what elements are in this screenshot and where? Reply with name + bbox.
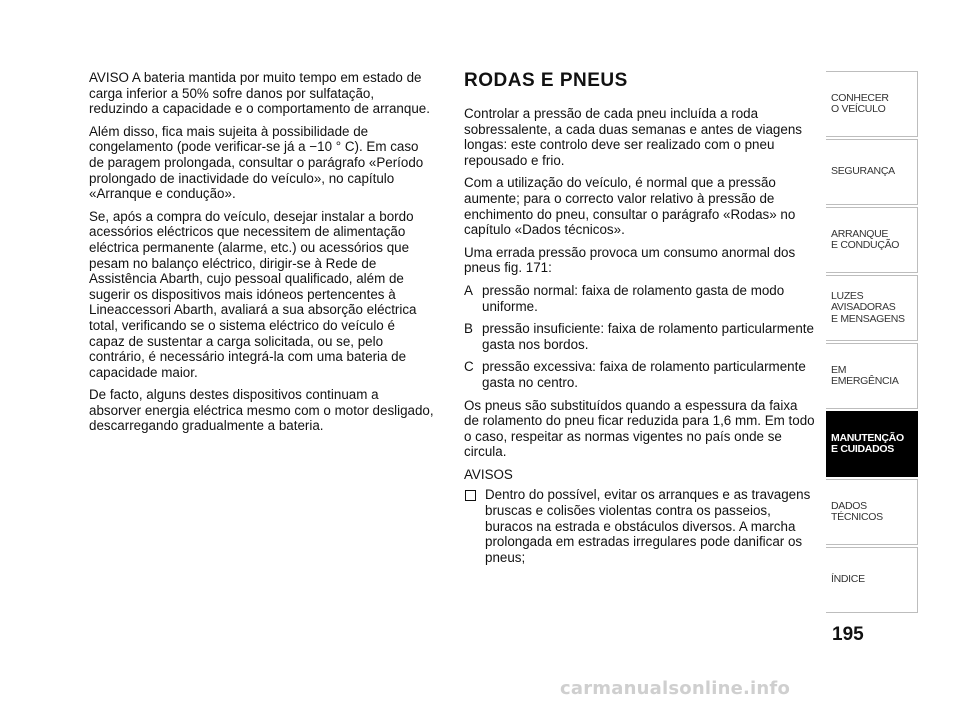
aviso-item (464, 487, 816, 565)
list-text: pressão excessiva: faixa de rolamento particularmente gasta no centro. (482, 359, 806, 390)
list-item (464, 359, 816, 390)
tab-label: MANUTENÇÃO E CUIDADOS (831, 431, 904, 455)
list-text: pressão normal: faixa de rolamento gasta de modo uniforme. (482, 282, 785, 314)
tab-label: SEGURANÇA (831, 165, 895, 178)
list-key: B (464, 321, 473, 337)
list-key: C (464, 359, 474, 375)
tab-label: LUZES AVISADORAS E MENSAGENS (831, 289, 905, 325)
left-column (89, 70, 434, 441)
tab-manutencao-e-cuidados[interactable] (826, 411, 918, 477)
tab-label: EM EMERGÊNCIA (831, 363, 899, 387)
avisos-heading: AVISOS (464, 466, 513, 482)
list-item (464, 321, 816, 352)
tab-luzes-avisadoras[interactable] (826, 275, 918, 341)
tab-label: ARRANQUE E CONDUÇÃO (831, 227, 900, 251)
tab-label: ÍNDICE (831, 573, 865, 586)
intro-paragraph-1: Controlar a pressão de cada pneu incluída a roda sobressalente, a cada duas semanas e antes de viagens longas: este controlo deve ser realizado com o pneu repousado e frio. (464, 106, 802, 168)
list-text: pressão insuficiente: faixa de rolamento particularmente gasta nos bordos. (482, 321, 814, 352)
tab-conhecer-o-veiculo[interactable] (826, 71, 918, 137)
tab-indice[interactable] (826, 547, 918, 613)
intro-paragraph-3: Uma errada pressão provoca um consumo anormal dos pneus fig. 171: (464, 244, 796, 276)
checkbox-bullet-icon (465, 490, 476, 501)
freezing-paragraph: Além disso, fica mais sujeita à possibilidade de congelamento (pode verificar-se já a −10 ° C). Em caso de paragem prolongada, consultar o parágrafo «Período prolongado de inactividade do veículo», no capítulo «Arranque e condução». (89, 123, 424, 202)
section-title: RODAS E PNEUS (464, 70, 628, 91)
replacement-paragraph: Os pneus são substituídos quando a espessura da faixa de rolamento do pneu ficar reduzida para 1,6 mm. Em todo o caso, respeitar as normas vigentes no país onde se circula. (464, 397, 815, 460)
watermark: carmanualsonline.info (560, 678, 791, 699)
tab-arranque-e-conducao[interactable] (826, 207, 918, 273)
list-key: A (464, 282, 473, 298)
discharge-paragraph: De facto, alguns destes dispositivos continuam a absorver energia eléctrica mesmo com o motor desligado, descarregando gradualmente a bateria. (89, 387, 434, 434)
battery-warning-paragraph: AVISO A bateria mantida por muito tempo em estado de carga inferior a 50% sofre danos por sulfatação, reduzindo a capacidade e o comportamento de arranque. (89, 70, 430, 117)
page-number: 195 (832, 624, 864, 645)
accessories-paragraph: Se, após a compra do veículo, desejar instalar a bordo acessórios eléctricos que necessitem de alimentação eléctrica permanente (alarme, etc.) ou acessórios que pesam no balanço eléctrico, dirigir-se à Rede de Assistência Abarth, cujo pessoal qualificado, além de sugerir os dispositivos mais idóneos pertencentes à Lineaccessori Abarth, avaliará a sua absorção eléctrica total, verificando se o sistema eléctrico do veículo é capaz de sustentar a carga solicitada, ou se, pelo contrário, é necessário integrá-la com uma bateria de capacidade maior. (89, 208, 417, 380)
tab-label: DADOS TÉCNICOS (831, 499, 883, 523)
tab-seguranca[interactable] (826, 139, 918, 205)
right-column (464, 70, 816, 565)
tab-dados-tecnicos[interactable] (826, 479, 918, 545)
tab-label: CONHECER O VEÍCULO (831, 91, 889, 115)
tab-em-emergencia[interactable] (826, 343, 918, 409)
list-item (464, 283, 816, 314)
aviso-text: Dentro do possível, evitar os arranques e as travagens bruscas e colisões violentas contra os passeios, buracos na estrada e obstáculos diversos. A marcha prolongada em estradas irregulares pode danificar os pneus; (485, 487, 811, 565)
chapter-sidebar (826, 71, 919, 617)
intro-paragraph-2: Com a utilização do veículo, é normal que a pressão aumente; para o correcto valor relativo à pressão de enchimento do pneu, consultar o parágrafo «Rodas» no capítulo «Dados técnicos». (464, 175, 796, 238)
